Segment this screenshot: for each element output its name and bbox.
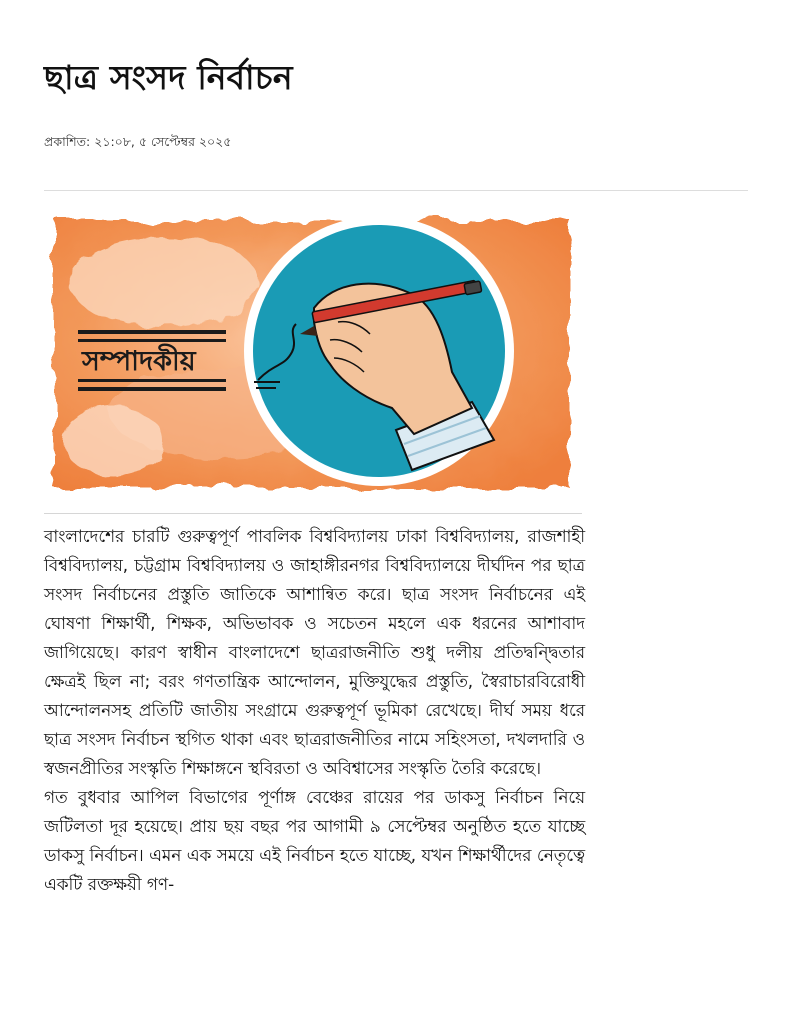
article-body (44, 522, 585, 899)
publish-date: প্রকাশিত: ২১:০৮, ৫ সেপ্টেম্বর ২০২৫ (44, 134, 232, 149)
paragraph-1: বাংলাদেশের চারটি গুরুত্বপূর্ণ পাবলিক বিশ্ববিদ্যালয় ঢাকা বিশ্ববিদ্যালয়, রাজশাহী বিশ্ববিদ্যালয়, চট্টগ্রাম বিশ্ববিদ্যালয় ও জাহাঙ্গীরনগর বিশ্ববিদ্যালয়ে দীর্ঘদিন পর ছাত্র সংসদ নির্বাচনের প্রস্তুতি জাতিকে আশান্বিত করে। ছাত্র সংসদ নির্বাচনের এই ঘোষণা শিক্ষার্থী, শিক্ষক, অভিভাবক ও সচেতন মহলে এক ধরনের আশাবাদ জাগিয়েছে। কারণ স্বাধীন বাংলাদেশে ছাত্ররাজনীতি শুধু দলীয় প্রতিদ্বন্দ্বিতার ক্ষেত্রই ছিল না; বরং গণতান্ত্রিক আন্দোলন, মুক্তিযুদ্ধের প্রস্তুতি, স্বৈরাচারবিরোধী আন্দোলনসহ প্রতিটি জাতীয় সংগ্রামে গুরুত্বপূর্ণ ভূমিকা রেখেছে। দীর্ঘ সময় ধরে ছাত্র সংসদ নির্বাচন স্থগিত থাকা এবং ছাত্ররাজনীতির নামে সহিংসতা, দখলদারি ও স্বজনপ্রীতির সংস্কৃতি শিক্ষাঙ্গনে স্থবিরতা ও অবিশ্বাসের সংস্কৃতি তৈরি করেছে। (44, 526, 585, 778)
paragraph-2: গত বুধবার আপিল বিভাগের পূর্ণাঙ্গ বেঞ্চের রায়ের পর ডাকসু নির্বাচন নিয়ে জটিলতা দূর হয়েছে। প্রায় ছয় বছর পর আগামী ৯ সেপ্টেম্বর অনুষ্ঠিত হতে যাচ্ছে ডাকসু নির্বাচন। এমন এক সময়ে এই নির্বাচন হতে যাচ্ছে, যখন শিক্ষার্থীদের নেতৃত্বে একটি রক্তক্ষয়ী গণ- (44, 787, 585, 894)
article-title: ছাত্র সংসদ নির্বাচন (44, 58, 293, 97)
image-divider (44, 513, 582, 514)
editorial-label: সম্পাদকীয় (82, 346, 196, 377)
editorial-illustration (44, 212, 584, 496)
header-divider (44, 190, 748, 191)
editorial-hero-image (44, 212, 584, 496)
